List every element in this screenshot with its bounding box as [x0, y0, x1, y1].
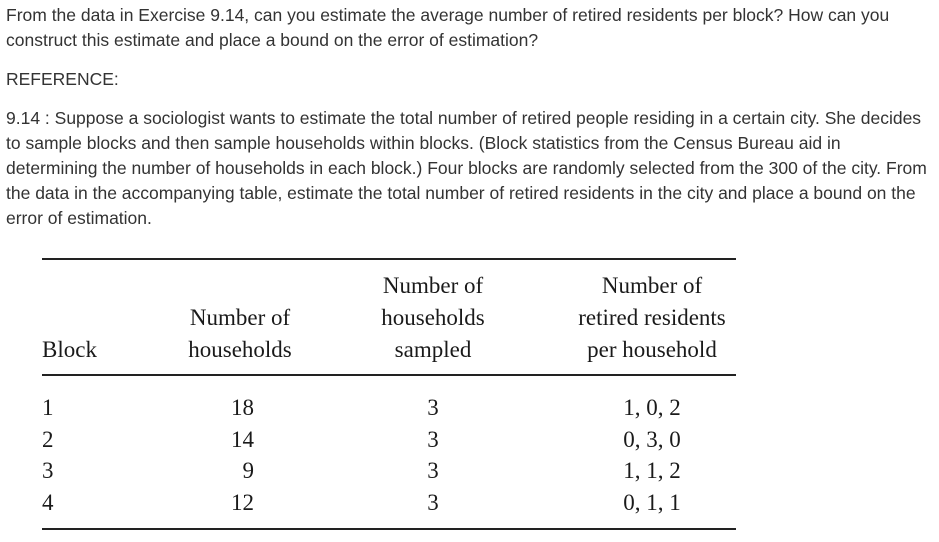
header-line: per household — [587, 337, 717, 362]
reference-label: REFERENCE: — [6, 69, 119, 89]
header-retired — [552, 270, 752, 366]
table-cell-block: 4 — [42, 489, 54, 515]
table-cell-retired: 1, 0, 2 — [623, 395, 681, 420]
header-line: households — [188, 337, 292, 362]
table-cell-block: 2 — [42, 426, 54, 452]
header-line: households — [381, 305, 485, 330]
table-bottom-rule — [42, 528, 736, 530]
table-cell-retired: 1, 1, 2 — [623, 458, 681, 483]
table-cell-sampled: 3 — [427, 426, 439, 452]
table-cell-retired: 0, 3, 0 — [623, 426, 681, 452]
header-block — [42, 334, 97, 366]
header-line: Block — [42, 337, 97, 362]
column-sampled — [413, 392, 453, 518]
header-households — [170, 302, 310, 366]
table-cell-sampled: 3 — [427, 489, 439, 515]
question-text: From the data in Exercise 9.14, can you estimate the average number of retired residents per block? How can you construct this estimate and place a bound on the error of estimation? — [6, 5, 890, 50]
table-cell-block: 1 — [42, 395, 54, 420]
header-line: sampled — [394, 337, 472, 362]
column-block — [42, 392, 54, 518]
table-cell-retired: 0, 1, 1 — [623, 489, 681, 515]
table-header-rule — [42, 374, 736, 376]
table-cell-households: 12 — [231, 489, 254, 515]
table-cell-households: 9 — [242, 458, 254, 483]
header-line: Number of — [189, 305, 291, 330]
exercise-text: 9.14 : Suppose a sociologist wants to estimate the total number of retired people residing in a certain city. She decides to sample blocks and then sample households within blocks. (Block statistics from the Census Bureau aid in determining the number of households in each block.) Four blocks are randomly selected from the 300 of the city. From the data in the accompanying table, estimate the total number of retired residents in the city and place a bound on the error of estimation. — [6, 108, 927, 228]
header-line: Number of — [601, 273, 703, 298]
header-sampled — [363, 270, 503, 366]
table-cell-households: 18 — [231, 395, 254, 420]
table-cell-sampled: 3 — [427, 395, 439, 420]
header-line: Number of — [382, 273, 484, 298]
table-cell-sampled: 3 — [427, 458, 439, 483]
data-table — [42, 258, 736, 532]
table-cell-block: 3 — [42, 458, 54, 483]
table-top-rule — [42, 258, 736, 260]
column-retired — [602, 392, 702, 518]
header-line: retired residents — [578, 305, 726, 330]
table-cell-households: 14 — [231, 426, 254, 452]
column-households — [192, 392, 254, 518]
